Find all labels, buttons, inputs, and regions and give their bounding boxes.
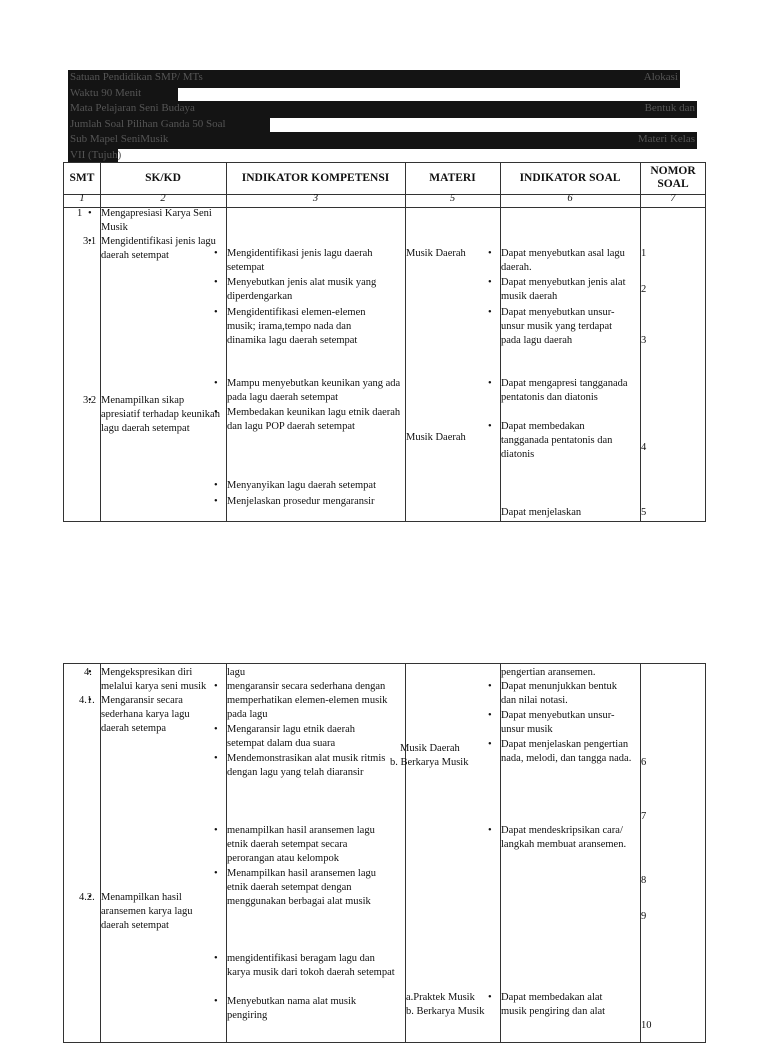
header-line [68, 148, 122, 163]
soal-indicator: • Dapat membedakan alat musik pengiring dan alat [501, 991, 626, 1019]
soal-indicator: • Dapat membedakan tangganada pentatonis dan diatonis [501, 420, 631, 462]
column-header: MATERI [429, 172, 476, 184]
column-header: INDIKATOR KOMPETENSI [241, 172, 390, 184]
materi-text: b. Berkarya Musik [406, 1006, 485, 1017]
soal-indicator: • Dapat mengapresi tangganada pentatonis dan diatonis [501, 377, 631, 405]
header-text: Alokasi [643, 71, 678, 83]
indicator-item: • Menyanyikan lagu daerah setempat [227, 479, 405, 493]
indicator-item: • Mengidentifikasi jenis lagu daerah setempat [227, 247, 405, 275]
soal-indicator: • Dapat menunjukkan bentuk dan nilai notasi. [501, 680, 626, 708]
nomor-soal: 8 [641, 875, 647, 886]
header-text: Sub Mapel SeniMusik [70, 133, 169, 145]
indicator-item: • mengaransir secara sederhana dengan memperhatikan elemen-elemen musik pada lagu [227, 680, 407, 722]
indicator-item: • mengidentifikasi beragam lagu dan karya musik dari tokoh daerah setempat [227, 952, 397, 980]
sk-text: • Mengekspresikan diri melalui karya seni musik [101, 666, 225, 694]
smt-value: 1 [77, 208, 83, 219]
indicator-item: • menampilkan hasil aransemen lagu etnik daerah setempat secara perorangan atau kelompok [227, 824, 397, 866]
indicator-item: • Mampu menyebutkan keunikan yang ada pada lagu daerah setempat [227, 377, 405, 405]
kd-text: • Menampilkan hasil aransemen karya lagu daerah setempat [101, 891, 211, 933]
soal-indicator: Dapat menjelaskan [501, 507, 582, 518]
header-text: Jumlah Soal Pilihan Ganda 50 Soal [70, 118, 226, 130]
materi-text: Musik Daerah [406, 432, 466, 443]
nomor-soal: 2 [641, 284, 647, 295]
header-text: Mata Pelajaran Seni Budaya [70, 102, 195, 114]
header-line [68, 117, 270, 133]
column-header: SMT [69, 172, 95, 184]
kd-text: • Mengidentifikasi jenis lagu daerah setempat [101, 235, 225, 263]
nomor-soal: 9 [641, 911, 647, 922]
nomor-soal: 6 [641, 757, 647, 768]
header-text: VII (Tujuh) [70, 149, 122, 161]
soal-indicator: • Dapat mendeskripsikan cara/ langkah membuat aransemen. [501, 824, 641, 852]
kd-number: 4.2. [79, 892, 95, 903]
kisi-kisi-table-2 [63, 663, 706, 1043]
soal-indicator: pengertian aransemen. [501, 667, 596, 678]
sk-text: • Mengapresiasi Karya Seni Musik [101, 207, 225, 235]
header-line [68, 86, 178, 102]
header-line [68, 101, 697, 118]
column-number: 3 [312, 193, 319, 204]
nomor-soal: 7 [641, 811, 647, 822]
indicator-item: • Menyebutkan nama alat musik pengiring [227, 995, 397, 1023]
kd-number: 4.1. [79, 695, 95, 706]
column-number: 7 [670, 193, 676, 204]
column-header: SK/KD [145, 172, 181, 184]
column-header: INDIKATOR SOAL [519, 172, 621, 184]
column-header: NOMOR SOAL [650, 165, 696, 190]
header-text: Bentuk dan [644, 102, 695, 114]
materi-text: a.Praktek Musik [406, 992, 475, 1003]
kd-text: • Mengaransir secara sederhana karya lagu daerah setempa [101, 694, 211, 736]
indicator-item: • Mendemonstrasikan alat musik ritmis dengan lagu yang telah diaransir [227, 752, 405, 780]
indicator-item: • Menampilkan hasil aransemen lagu etnik daerah setempat dengan menggunakan berbagai alat musik [227, 867, 397, 909]
soal-indicator: • Dapat menjelaskan pengertian nada, melodi, dan tangga nada. [501, 738, 639, 766]
materi-text: b. Berkarya Musik [390, 757, 469, 768]
nomor-soal: 5 [641, 507, 647, 518]
soal-indicator: • Dapat menyebutkan jenis alat musik daerah [501, 276, 626, 304]
nomor-soal: 4 [641, 442, 647, 453]
sk-number: 4. [84, 667, 92, 678]
column-number: 1 [79, 193, 85, 204]
nomor-soal: 3 [641, 335, 647, 346]
header-text: Materi Kelas [637, 133, 695, 145]
nomor-soal: 10 [641, 1020, 652, 1031]
column-number: 2 [160, 193, 166, 204]
materi-text: Musik Daerah [406, 248, 466, 259]
column-number: 6 [567, 193, 573, 204]
header-line [68, 132, 697, 149]
indicator-text: lagu [227, 667, 246, 678]
indicator-item: • Mengaransir lagu etnik daerah setempat dalam dua suara [227, 723, 367, 751]
kd-number: 3.2 [83, 395, 97, 406]
nomor-soal: 1 [641, 248, 647, 259]
kd-number: 3.1 [83, 236, 97, 247]
indicator-item: • Menjelaskan prosedur mengaransir [227, 495, 405, 509]
soal-indicator: • Dapat menyebutkan unsur-unsur musik yang terdapat pada lagu daerah [501, 306, 626, 348]
materi-text: Musik Daerah [400, 743, 460, 754]
header-text: Satuan Pendidikan SMP/ MTs [70, 71, 203, 83]
indicator-item: • Mengidentifikasi elemen-elemen musik; irama,tempo nada dan dinamika lagu daerah setempat [227, 306, 387, 348]
column-number: 5 [449, 193, 456, 204]
soal-indicator: • Dapat menyebutkan asal lagu daerah. [501, 247, 626, 275]
indicator-item: • Menyebutkan jenis alat musik yang diperdengarkan [227, 276, 405, 304]
indicator-item: • Membedakan keunikan lagu etnik daerah dan lagu POP daerah setempat [227, 406, 417, 434]
header-text: Waktu 90 Menit [70, 87, 142, 99]
soal-indicator: • Dapat menyebutkan unsur-unsur musik [501, 709, 626, 737]
kisi-kisi-table-1 [63, 162, 706, 522]
kd-text: • Menampilkan sikap apresiatif terhadap keunikan lagu daerah setempat [101, 394, 221, 436]
